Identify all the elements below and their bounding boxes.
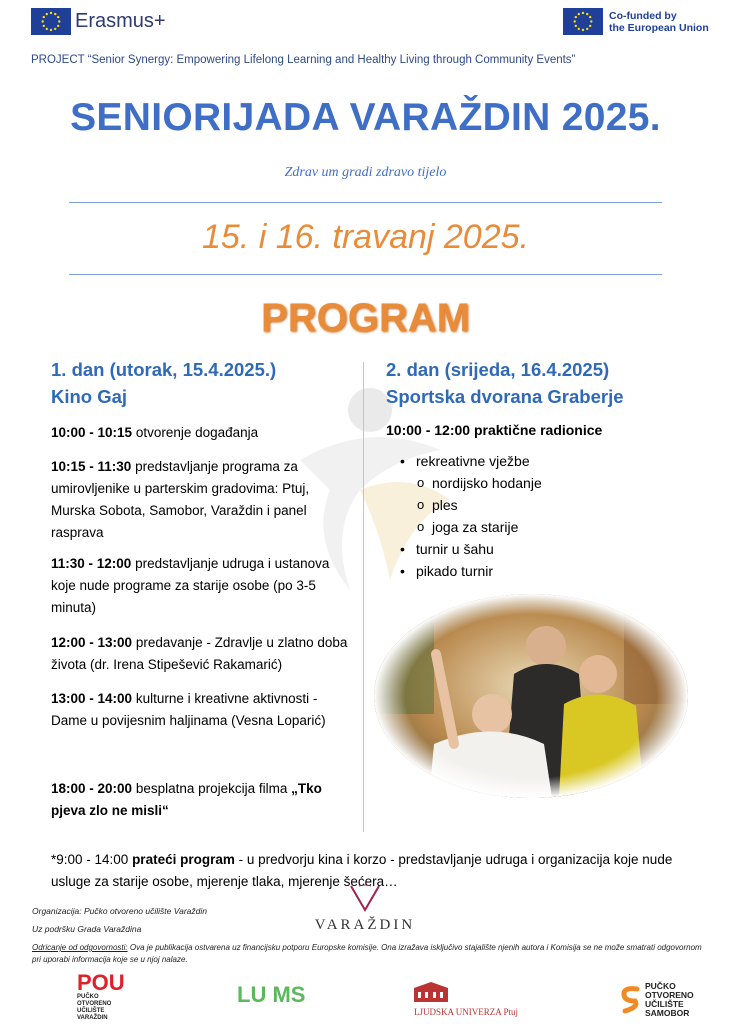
note-bold: prateći program	[132, 852, 235, 867]
list-item: • turnir u šahu	[416, 538, 602, 560]
item-time: 12:00 - 13:00	[51, 635, 133, 650]
day2-venue: Sportska dvorana Graberje	[386, 386, 624, 407]
varazdin-label: VARAŽDIN	[314, 917, 416, 933]
divider-bottom	[69, 274, 662, 275]
item-time: 10:00 - 10:15	[51, 425, 133, 440]
item-time: 10:15 - 11:30	[51, 459, 132, 474]
event-motto: Zdrav um gradi zdravo tijelo	[284, 165, 447, 180]
pou-samobor-logo	[619, 982, 694, 1018]
samobor-s-icon	[619, 985, 641, 1015]
ljudska-univerza-ptuj-logo	[414, 982, 518, 1017]
list-item: • pikado turnir	[416, 560, 602, 582]
item-text: besplatna projekcija filma	[132, 781, 292, 796]
disclaimer-text: Ova je publikacija ostvarena uz financijsku potporu Europske komisije. Ona izražava isključivo stajalište njenih autora i Komisija se ne može smatrati odgovornom pri uporabi informacija koje se u njoj nalaze.	[32, 943, 702, 964]
day2-list	[386, 450, 602, 582]
varazdin-v-icon	[345, 884, 385, 912]
item-text: otvorenje događanja	[132, 425, 259, 440]
item-time: 13:00 - 14:00	[51, 691, 133, 706]
support-text: Uz podršku Grada Varaždina	[32, 924, 142, 934]
seniors-photo	[374, 594, 688, 798]
item-text: predavanje - Zdravlje u zlatno doba života (dr. Irena Stipešević Rakamarić)	[51, 635, 348, 672]
disclaimer	[32, 942, 702, 966]
day1-item	[51, 632, 351, 676]
pou-label: POU	[77, 970, 125, 995]
organizer-text: Organizacija: Pučko otvoreno učilište Varaždin	[32, 906, 207, 916]
day1-item	[51, 456, 351, 544]
note-rest: - u predvorju kina i korzo - predstavljanje udruga i organizacija koje nude usluge za starije osobe, mjerenje tlaka, mjerenje šećera…	[51, 852, 673, 889]
item-time: 11:30 - 12:00	[51, 556, 132, 571]
divider-top	[69, 202, 662, 203]
day2-time: 10:00 - 12:00 praktične radionice	[386, 422, 603, 438]
project-name: PROJECT “Senior Synergy: Empowering Lifelong Learning and Healthy Living through Community Events”	[31, 54, 576, 66]
ptuj-building-icon	[414, 982, 448, 1002]
column-divider	[363, 362, 364, 832]
lums-logo: LU MS	[237, 982, 306, 1007]
disclaimer-label: Odricanje od odgovornosti:	[32, 943, 128, 952]
sub-list	[416, 472, 602, 538]
note-prefix: *9:00 - 14:00	[51, 852, 133, 867]
day2-date: 2. dan (srijeda, 16.4.2025)	[386, 359, 610, 380]
list-item: o nordijsko hodanje	[432, 472, 602, 494]
eu-flag-icon	[31, 8, 71, 35]
cofunded-line1: Co-funded by	[609, 9, 677, 22]
item-text: kulturne i kreativne aktivnosti - Dame u povijesnim haljinama (Vesna Loparić)	[51, 691, 326, 728]
day1-heading	[51, 356, 276, 410]
day2-heading	[386, 356, 624, 410]
cofunded-label	[609, 10, 709, 34]
day1-item	[51, 422, 351, 444]
varazdin-logo	[305, 884, 425, 934]
item-text: predstavljanje udruga i ustanova koje nude programe za starije osobe (po 3-5 minuta)	[51, 556, 330, 615]
item-text: predstavljanje programa za umirovljenike u parterskim gradovima: Ptuj, Murska Sobota, Samobor, Varaždin i panel rasprava	[51, 459, 310, 540]
event-dates: 15. i 16. travanj 2025.	[201, 218, 529, 256]
pou-sublabel: PUČKO OTVORENO UČILIŠTE VARAŽDIN	[77, 994, 112, 1021]
samobor-label: PUČKO OTVORENO UČILIŠTE SAMOBOR	[645, 981, 694, 1018]
day1-item	[51, 553, 351, 619]
event-title: SENIORIJADA VARAŽDIN 2025.	[70, 96, 661, 139]
cofunded-logo	[563, 8, 709, 35]
day2-schedule	[386, 422, 602, 582]
cofunded-line2: the European Union	[609, 21, 709, 34]
program-heading: PROGRAM	[261, 296, 470, 340]
day1-evening-item	[51, 778, 351, 822]
day1-item	[51, 688, 351, 732]
film-title: „Tko pjeva zlo ne misli“	[51, 781, 322, 818]
eu-flag-icon	[563, 8, 603, 35]
item-time: 18:00 - 20:00	[51, 781, 133, 796]
pou-varazdin-logo	[77, 972, 125, 1022]
ptuj-label: LJUDSKA UNIVERZA Ptuj	[414, 1007, 519, 1017]
list-item: o ples	[432, 494, 602, 516]
list-item: • rekreativne vježbe o nordijsko hodanje o ples o joga za starije	[416, 450, 602, 538]
day1-date: 1. dan (utorak, 15.4.2025.)	[51, 359, 277, 380]
day1-venue: Kino Gaj	[51, 386, 128, 407]
list-item: o joga za starije	[432, 516, 602, 538]
erasmus-logo	[31, 8, 166, 35]
erasmus-label: Erasmus+	[75, 10, 166, 32]
